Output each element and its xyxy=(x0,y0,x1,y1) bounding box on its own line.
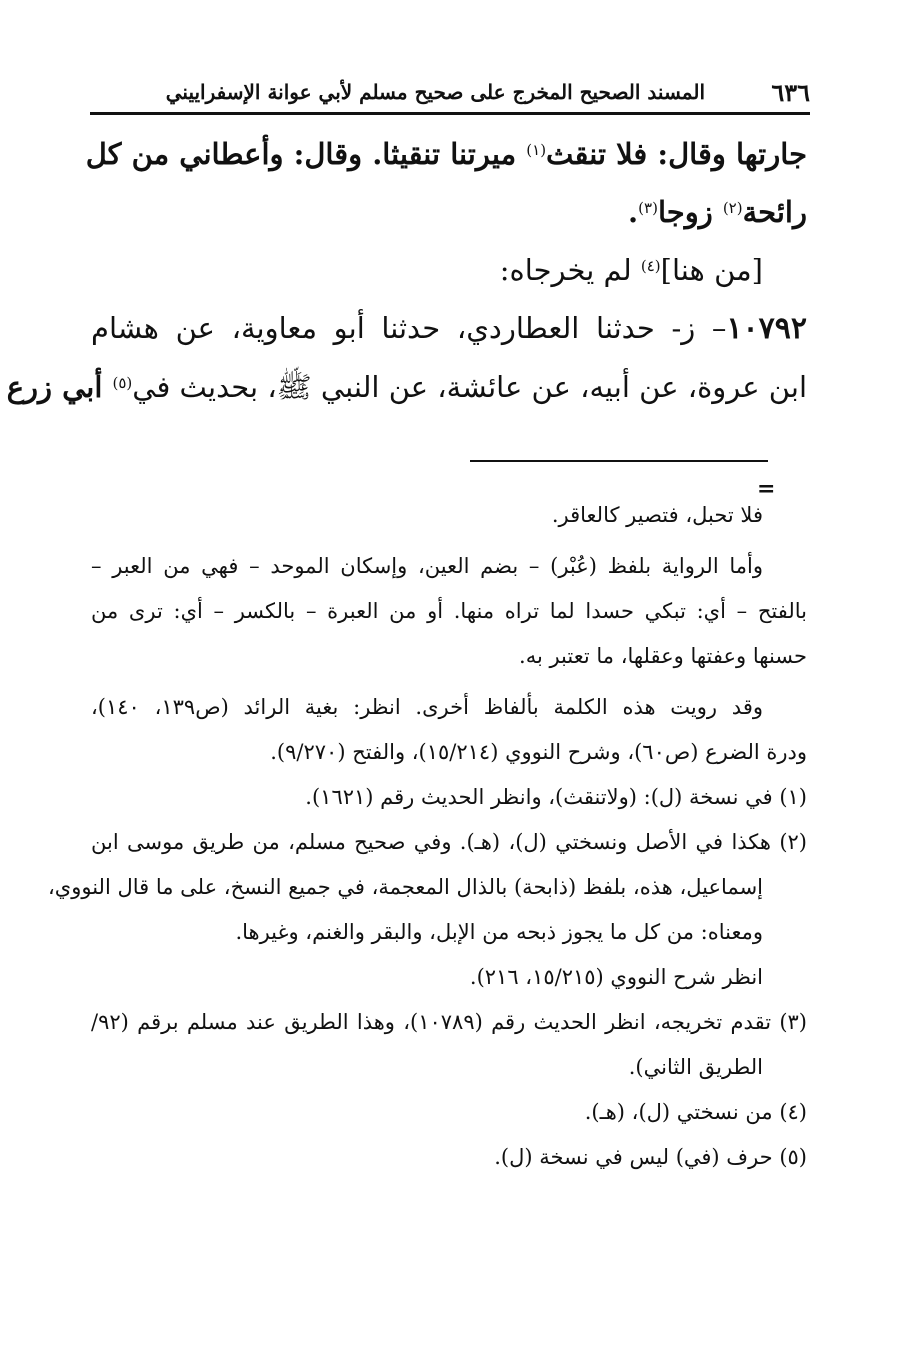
page-number: ٦٣٦ xyxy=(771,78,810,107)
footnote-continuation-line: وقد رويت هذه الكلمة بألفاظ أخرى. انظر: بغية الرائد (ص١٣٩، ١٤٠)، xyxy=(91,695,764,719)
running-title: المسند الصحيح المخرج على صحيح مسلم لأبي عوانة الإسفراييني xyxy=(165,80,705,104)
text-run: – ز- حدثنا العطاردي، حدثنا أبو معاوية، عن هشام xyxy=(91,311,727,345)
footnote-ref-3: (٣) xyxy=(638,199,658,217)
main-line-1 xyxy=(85,125,807,183)
footnote-1: (١) في نسخة (ل): (ولاتنقث)، وانظر الحديث رقم (١٦٢١). xyxy=(305,785,807,809)
footnote-4: (٤) من نسختي (ل)، (هـ). xyxy=(584,1100,807,1124)
main-line-5 xyxy=(6,358,807,416)
footnote-3-line: الطريق الثاني). xyxy=(628,1055,763,1079)
footnote-continuation-line: وأما الرواية بلفظ (عُبْر) – بضم العين، وإسكان الموحد – فهي من العبر – xyxy=(91,554,763,578)
footnote-ref-4: (٤) xyxy=(640,257,661,275)
page-header xyxy=(90,72,810,115)
footnote-ref-5: (٥) xyxy=(112,374,133,392)
footnote-2-line: إسماعيل، هذه، بلفظ (ذابحة) بالذال المعجمة، في جميع النسخ، على ما قال النووي، xyxy=(48,875,763,899)
footnote-continuation-line: فلا تحبل، فتصير كالعاقر. xyxy=(551,503,763,527)
text-run: لم يخرجاه: xyxy=(499,253,641,287)
text-run: أبي زرع xyxy=(6,370,113,404)
footnote-continuation-line: ودرة الضرع (ص٦٠)، وشرح النووي (١٥/٢١٤)، والفتح (٩/٢٧٠). xyxy=(270,740,807,764)
footnote-2-line: (٢) هكذا في الأصل ونسختي (ل)، (هـ). وفي صحيح مسلم، من طريق موسى ابن xyxy=(91,830,807,854)
text-run: جارتها وقال: فلا تنقث xyxy=(546,137,807,171)
footnote-continuation-line: حسنها وعفتها وعقلها، ما تعتبر به. xyxy=(519,644,807,668)
text-run: ابن عروة، عن أبيه، عن عائشة، عن النبي ﷺ، بحديث في xyxy=(132,370,807,404)
main-line-2 xyxy=(91,183,807,241)
text-run: زوجا xyxy=(657,195,723,229)
footnote-separator xyxy=(470,460,768,462)
text-run: رائحة xyxy=(742,195,807,229)
footnote-ref-2: (٢) xyxy=(722,199,743,217)
main-line-3 xyxy=(91,241,807,299)
text-run: ميرتنا تنقيثا. وقال: وأعطاني من كل xyxy=(85,137,527,171)
footnote-3-line: (٣) تقدم تخريجه، انظر الحديث رقم (١٠٧٨٩)، وهذا الطريق عند مسلم برقم (٩٢/ xyxy=(91,1010,807,1034)
footnote-2-line: انظر شرح النووي (١٥/٢١٥، ٢١٦). xyxy=(469,965,763,989)
footnote-5: (٥) حرف (في) ليس في نسخة (ل). xyxy=(494,1145,807,1169)
hadith-number: ١٠٧٩٢ xyxy=(726,311,807,346)
main-line-4 xyxy=(91,299,807,358)
footnote-2-line: ومعناه: من كل ما يجوز ذبحه من الإبل، والبقر والغنم، وغيرها. xyxy=(235,920,763,944)
footnote-continuation-line: بالفتح – أي: تبكي حسدا لما تراه منها. أو من العبرة – بالكسر – أي: ترى من xyxy=(91,599,807,623)
continuation-mark: = xyxy=(757,476,776,502)
text-run: [من هنا] xyxy=(660,253,763,287)
text-run: . xyxy=(628,195,639,229)
footnotes xyxy=(48,493,807,1180)
main-text xyxy=(6,125,807,416)
footnote-ref-1: (١) xyxy=(526,141,547,159)
